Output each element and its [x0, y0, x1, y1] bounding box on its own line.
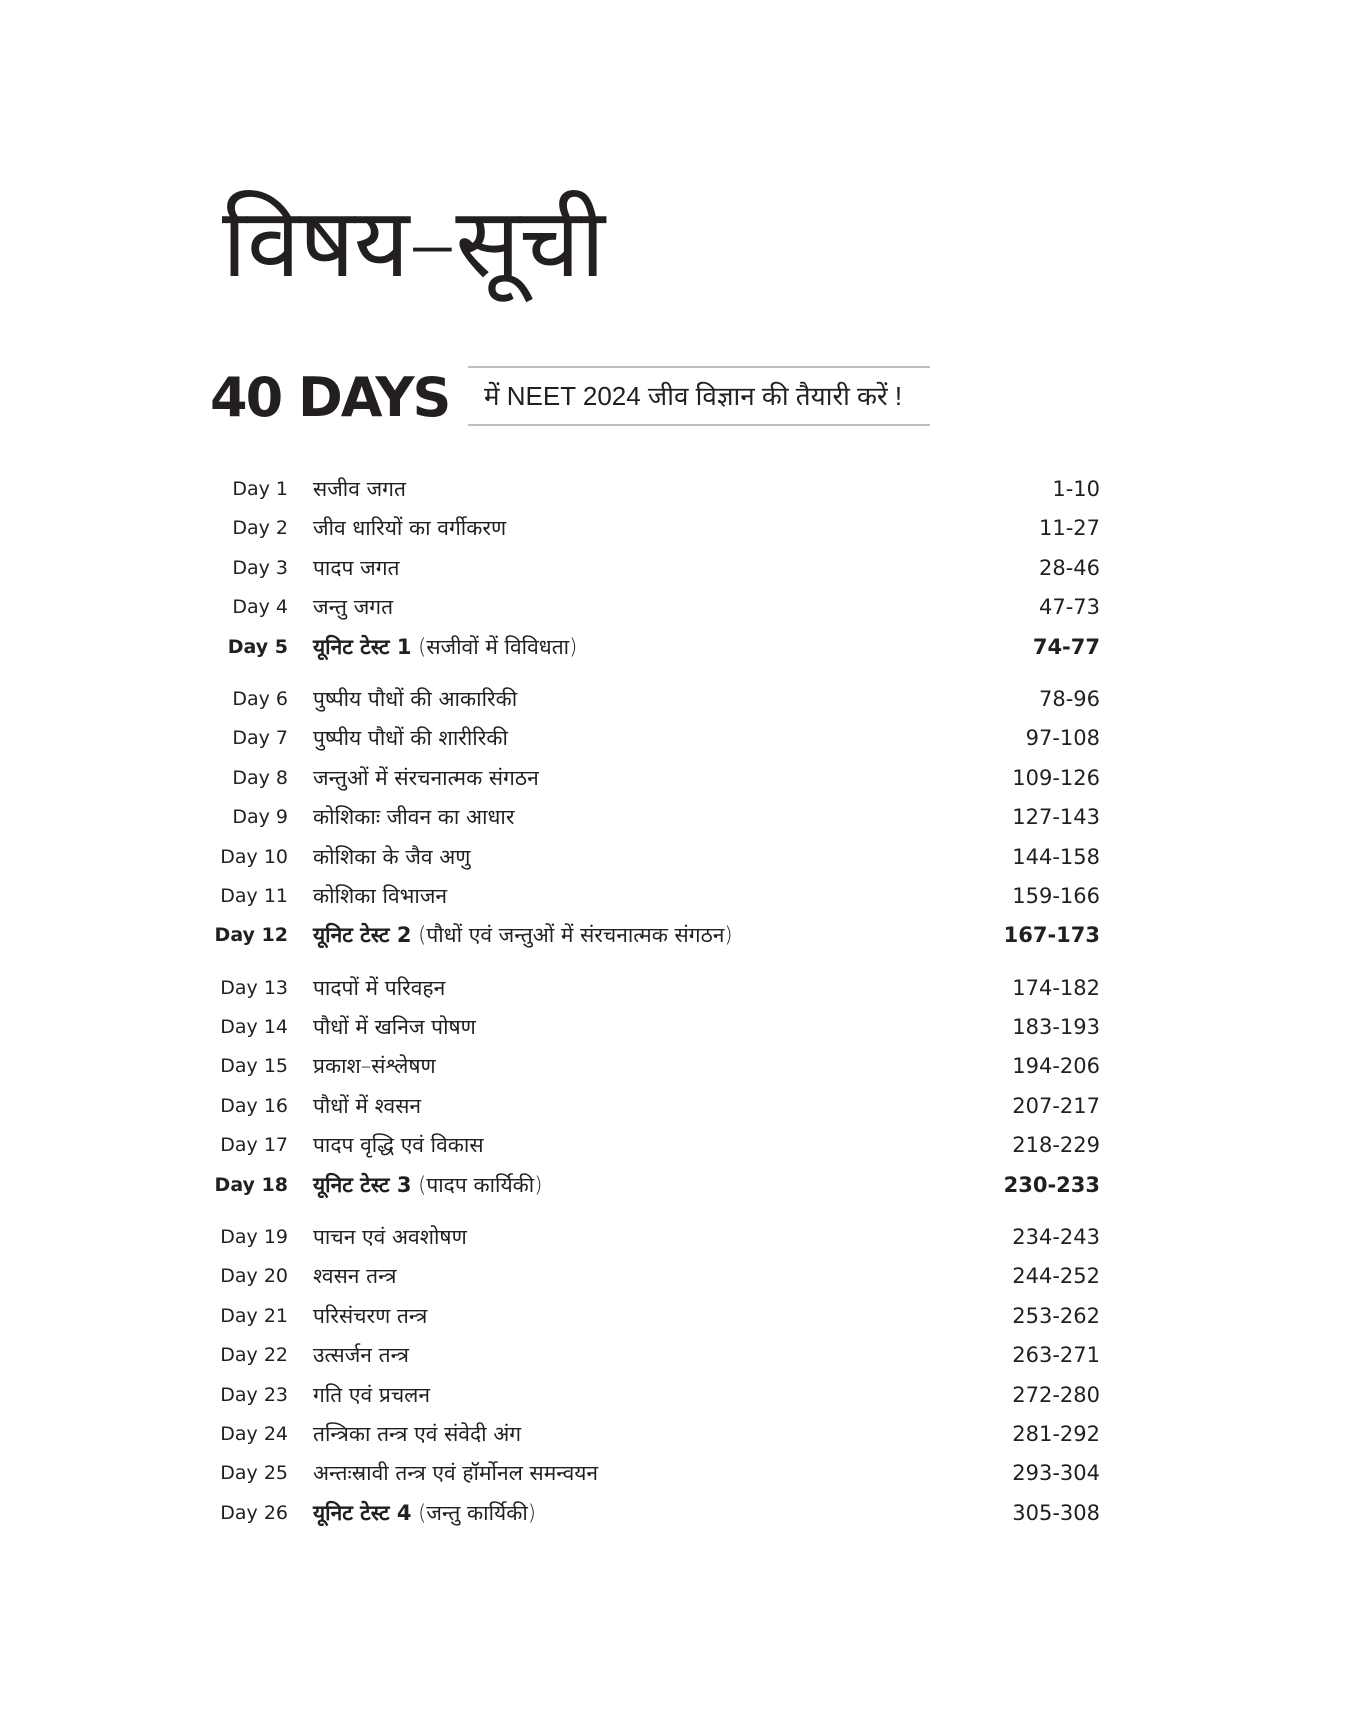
toc-page-range: 230-233: [1003, 1172, 1100, 1197]
toc-day-label: Day 10: [220, 845, 288, 868]
banner: [210, 362, 930, 434]
toc-group: [200, 969, 1100, 1205]
toc-chapter-title: पौधों में श्वसन: [313, 1093, 422, 1118]
toc-unit-test-label: यूनिट टेस्ट 2: [313, 923, 412, 948]
toc-chapter-title: अन्तःस्रावी तन्त्र एवं हॉर्मोनल समन्वयन: [313, 1461, 599, 1486]
toc-row: [200, 1415, 1100, 1454]
toc-chapter-title: प्रकाश–संश्लेषण: [313, 1054, 436, 1079]
toc-day-label: Day 11: [220, 884, 288, 907]
toc-unit-test-topic: (जन्तु कार्यिकी): [418, 1500, 536, 1525]
toc-row: [200, 1087, 1100, 1126]
banner-heading: 40 DAYS: [210, 366, 450, 429]
toc-chapter-title: [313, 916, 733, 955]
toc-chapter-title: [313, 628, 577, 667]
toc-chapter-title: उत्सर्जन तन्त्र: [313, 1343, 410, 1368]
toc-page-range: 167-173: [1003, 923, 1100, 948]
toc-day-label: Day 19: [220, 1226, 288, 1249]
toc-chapter-title: सजीव जगत: [313, 477, 406, 501]
toc-day-label: Day 8: [232, 766, 288, 789]
toc-day-label: Day 17: [220, 1134, 288, 1157]
banner-subtitle: में NEET 2024 जीव विज्ञान की तैयारी करें !: [484, 381, 903, 411]
toc-row: [200, 1257, 1100, 1296]
toc-chapter-title: कोशिका विभाजन: [313, 883, 448, 908]
toc-day-label: Day 24: [220, 1422, 288, 1445]
toc-chapter-title: पादपों में परिवहन: [313, 975, 446, 1000]
toc-day-label: Day 5: [227, 635, 288, 658]
toc-page-range: 305-308: [1012, 1500, 1100, 1525]
toc-row: [200, 1047, 1100, 1086]
toc-row: [200, 1336, 1100, 1375]
toc-page-range: 272-280: [1012, 1382, 1100, 1407]
toc-page-range: 218-229: [1012, 1133, 1100, 1158]
toc-page-range: 293-304: [1012, 1461, 1100, 1486]
toc-page-range: 78-96: [1038, 686, 1100, 711]
toc-day-label: Day 22: [220, 1344, 288, 1367]
toc-page-range: 174-182: [1012, 975, 1100, 1000]
toc-day-label: Day 15: [220, 1055, 288, 1078]
toc-chapter-title: परिसंचरण तन्त्र: [313, 1303, 428, 1328]
toc-unit-test-topic: (सजीवों में विविधता): [418, 634, 578, 659]
toc-row: [200, 916, 1100, 955]
toc-unit-test-label: यूनिट टेस्ट 1: [313, 634, 412, 659]
toc-day-label: Day 12: [214, 924, 288, 947]
toc-page-range: 207-217: [1012, 1093, 1100, 1118]
toc-group: [200, 1218, 1100, 1533]
toc-chapter-title: जन्तुओं में संरचनात्मक संगठन: [313, 765, 539, 790]
toc-day-label: Day 16: [220, 1094, 288, 1117]
toc-day-label: Day 14: [220, 1016, 288, 1039]
toc-chapter-title: कोशिकाः जीवन का आधार: [313, 805, 515, 830]
toc-day-label: Day 9: [232, 806, 288, 829]
toc-page-range: 28-46: [1038, 555, 1100, 580]
toc-row: [200, 759, 1100, 798]
toc-row: [200, 470, 1100, 509]
toc-row: [200, 838, 1100, 877]
toc-row: [200, 628, 1100, 667]
toc-unit-test-topic: (पौधों एवं जन्तुओं में संरचनात्मक संगठन): [418, 923, 733, 948]
toc-page-range: 194-206: [1012, 1054, 1100, 1079]
toc-chapter-title: जन्तु जगत: [313, 595, 394, 620]
toc-page-range: 1-10: [1052, 477, 1100, 501]
toc-page-range: 234-243: [1012, 1225, 1100, 1250]
toc-row: [200, 1494, 1100, 1533]
toc-chapter-title: श्वसन तन्त्र: [313, 1264, 397, 1289]
toc-unit-test-topic: (पादप कार्यिकी): [418, 1172, 543, 1197]
toc-page-range: 263-271: [1012, 1343, 1100, 1368]
toc-page-range: 74-77: [1032, 634, 1100, 659]
toc-unit-test-label: यूनिट टेस्ट 3: [313, 1172, 412, 1197]
toc-chapter-title: पुष्पीय पौधों की शारीरिकी: [313, 726, 508, 751]
toc-row: [200, 798, 1100, 837]
toc-row: [200, 1376, 1100, 1415]
toc-page-range: 144-158: [1012, 844, 1100, 869]
toc-row: [200, 1166, 1100, 1205]
toc-row: [200, 877, 1100, 916]
table-of-contents: [200, 470, 1100, 1546]
toc-row: [200, 549, 1100, 588]
toc-group: [200, 680, 1100, 956]
toc-page-range: 127-143: [1012, 805, 1100, 830]
toc-group: [200, 470, 1100, 667]
toc-row: [200, 588, 1100, 627]
toc-page-range: 159-166: [1012, 883, 1100, 908]
toc-day-label: Day 25: [220, 1462, 288, 1485]
toc-page-range: 11-27: [1038, 516, 1100, 541]
toc-page-range: 253-262: [1012, 1303, 1100, 1328]
banner-subtitle-box: [468, 366, 930, 426]
toc-row: [200, 1218, 1100, 1257]
toc-row: [200, 1454, 1100, 1493]
toc-day-label: Day 23: [220, 1383, 288, 1406]
toc-day-label: Day 1: [232, 478, 288, 500]
toc-day-label: Day 18: [214, 1173, 288, 1196]
toc-day-label: Day 21: [220, 1304, 288, 1327]
toc-page-range: 244-252: [1012, 1264, 1100, 1289]
toc-day-label: Day 13: [220, 976, 288, 999]
toc-day-label: Day 26: [220, 1501, 288, 1524]
toc-page-range: 109-126: [1012, 765, 1100, 790]
toc-day-label: Day 4: [232, 596, 288, 619]
toc-chapter-title: जीव धारियों का वर्गीकरण: [313, 516, 507, 541]
toc-row: [200, 509, 1100, 548]
toc-chapter-title: पादप जगत: [313, 555, 400, 580]
toc-chapter-title: तन्त्रिका तन्त्र एवं संवेदी अंग: [313, 1421, 522, 1446]
toc-day-label: Day 20: [220, 1265, 288, 1288]
toc-row: [200, 1126, 1100, 1165]
toc-row: [200, 1297, 1100, 1336]
toc-row: [200, 680, 1100, 719]
toc-chapter-title: कोशिका के जैव अणु: [313, 844, 471, 869]
toc-page-range: 47-73: [1038, 595, 1100, 620]
toc-chapter-title: [313, 1494, 536, 1533]
toc-day-label: Day 2: [232, 517, 288, 540]
toc-chapter-title: [313, 1166, 542, 1205]
page-title: विषय–सूची: [222, 187, 605, 299]
toc-row: [200, 1008, 1100, 1047]
toc-day-label: Day 3: [232, 556, 288, 579]
toc-chapter-title: पाचन एवं अवशोषण: [313, 1225, 467, 1250]
toc-day-label: Day 6: [232, 687, 288, 710]
toc-page-range: 281-292: [1012, 1421, 1100, 1446]
toc-unit-test-label: यूनिट टेस्ट 4: [313, 1500, 412, 1525]
toc-page-range: 183-193: [1012, 1015, 1100, 1040]
toc-chapter-title: पुष्पीय पौधों की आकारिकी: [313, 686, 518, 711]
toc-day-label: Day 7: [232, 727, 288, 750]
toc-row: [200, 719, 1100, 758]
toc-chapter-title: गति एवं प्रचलन: [313, 1382, 431, 1407]
toc-chapter-title: पादप वृद्धि एवं विकास: [313, 1133, 484, 1158]
toc-chapter-title: पौधों में खनिज पोषण: [313, 1015, 476, 1040]
toc-page-range: 97-108: [1025, 726, 1100, 751]
toc-row: [200, 969, 1100, 1008]
